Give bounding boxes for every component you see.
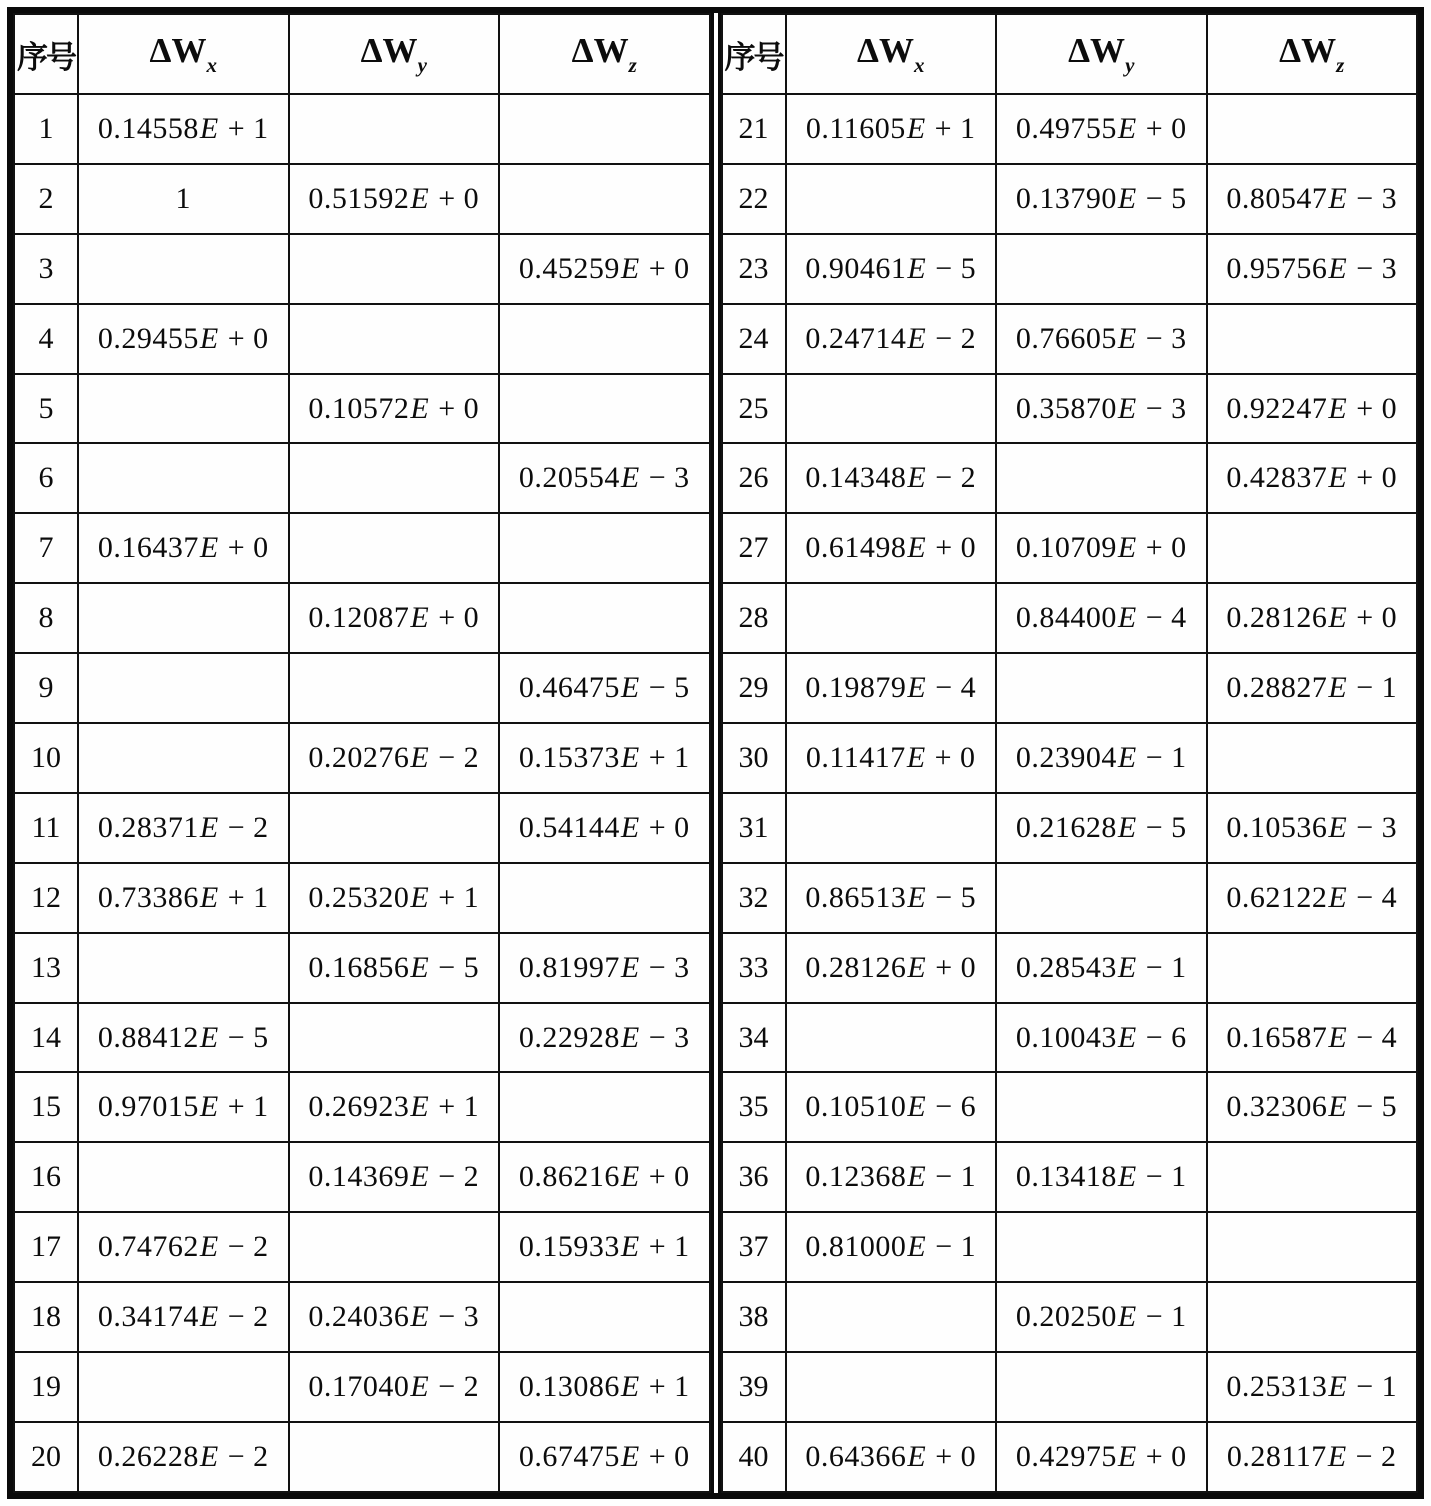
serial-number-cell: 21 (722, 94, 786, 164)
table-row (14, 234, 710, 304)
dwy-value-cell: 0.24036E − 3 (289, 1282, 500, 1352)
column-header-dwx: $\Delta W_x$ (786, 14, 997, 94)
dwz-value-cell: 0.15933E + 1 (499, 1212, 710, 1282)
dwx-value-cell: 0.34174E − 2 (78, 1282, 289, 1352)
dwx-value-cell: 0.28371E − 2 (78, 793, 289, 863)
dwy-value-cell: 0.14369E − 2 (289, 1142, 500, 1212)
serial-number-cell: 38 (722, 1282, 786, 1352)
dwz-value-cell: 0.13086E + 1 (499, 1352, 710, 1422)
table-row (722, 304, 1418, 374)
serial-number-cell: 24 (722, 304, 786, 374)
dwy-value-cell: 0.21628E − 5 (996, 793, 1207, 863)
table-row (14, 653, 710, 723)
serial-number-cell: 36 (722, 1142, 786, 1212)
serial-number-cell: 7 (14, 513, 78, 583)
dwx-value-cell: 0.61498E + 0 (786, 513, 997, 583)
dwy-value-cell (996, 234, 1207, 304)
dwy-value-cell: 0.12087E + 0 (289, 583, 500, 653)
table-row (14, 1003, 710, 1073)
dwx-value-cell: 1 (78, 164, 289, 234)
dwz-value-cell: 0.95756E − 3 (1207, 234, 1418, 304)
table-row (722, 443, 1418, 513)
table-row (14, 1142, 710, 1212)
dwz-value-cell: 0.92247E + 0 (1207, 374, 1418, 444)
serial-number-cell: 26 (722, 443, 786, 513)
serial-number-cell: 33 (722, 933, 786, 1003)
serial-number-cell: 13 (14, 933, 78, 1003)
table-row (14, 933, 710, 1003)
table-row (14, 793, 710, 863)
table-row (14, 443, 710, 513)
dwy-value-cell: 0.84400E − 4 (996, 583, 1207, 653)
dwy-value-cell (289, 1003, 500, 1073)
dwz-value-cell: 0.54144E + 0 (499, 793, 710, 863)
dwy-value-cell (289, 653, 500, 723)
dwz-value-cell (1207, 513, 1418, 583)
table-row (14, 863, 710, 933)
dwx-value-cell (78, 583, 289, 653)
dwx-value-cell: 0.14348E − 2 (786, 443, 997, 513)
serial-number-cell: 16 (14, 1142, 78, 1212)
dwx-value-cell (78, 933, 289, 1003)
dwy-value-cell: 0.16856E − 5 (289, 933, 500, 1003)
serial-number-cell: 20 (14, 1422, 78, 1492)
dwy-value-cell (996, 863, 1207, 933)
dwy-value-cell (996, 1212, 1207, 1282)
table-row (722, 164, 1418, 234)
dwy-value-cell: 0.76605E − 3 (996, 304, 1207, 374)
dwy-value-cell: 0.10043E − 6 (996, 1003, 1207, 1073)
serial-number-cell: 8 (14, 583, 78, 653)
dwy-value-cell (289, 1422, 500, 1492)
serial-number-cell: 31 (722, 793, 786, 863)
table-row (14, 1422, 710, 1492)
dwy-value-cell: 0.13790E − 5 (996, 164, 1207, 234)
dwz-value-cell (499, 513, 710, 583)
header-row (14, 14, 710, 94)
dwz-value-cell: 0.67475E + 0 (499, 1422, 710, 1492)
serial-number-cell: 19 (14, 1352, 78, 1422)
dwx-value-cell: 0.11605E + 1 (786, 94, 997, 164)
column-header-dwz: $\Delta W_z$ (499, 14, 710, 94)
dwz-value-cell (499, 1072, 710, 1142)
dwy-value-cell: 0.51592E + 0 (289, 164, 500, 234)
serial-number-cell: 29 (722, 653, 786, 723)
data-table-right (721, 13, 1419, 1493)
serial-number-cell: 40 (722, 1422, 786, 1492)
dwz-value-cell: 0.15373E + 1 (499, 723, 710, 793)
dwx-value-cell: 0.64366E + 0 (786, 1422, 997, 1492)
serial-number-cell: 34 (722, 1003, 786, 1073)
table-row (722, 1142, 1418, 1212)
serial-number-cell: 1 (14, 94, 78, 164)
dwx-value-cell: 0.97015E + 1 (78, 1072, 289, 1142)
dwz-value-cell (499, 164, 710, 234)
table-row (14, 94, 710, 164)
column-header-dwx: $\Delta W_x$ (78, 14, 289, 94)
table-row (722, 94, 1418, 164)
table-row (14, 164, 710, 234)
serial-number-cell: 10 (14, 723, 78, 793)
dwy-value-cell: 0.10709E + 0 (996, 513, 1207, 583)
dwx-value-cell (78, 723, 289, 793)
table-row (14, 1352, 710, 1422)
dwx-value-cell (786, 1282, 997, 1352)
serial-number-cell: 4 (14, 304, 78, 374)
dwz-value-cell: 0.28126E + 0 (1207, 583, 1418, 653)
dwx-value-cell: 0.12368E − 1 (786, 1142, 997, 1212)
serial-number-cell: 14 (14, 1003, 78, 1073)
dwx-value-cell (78, 653, 289, 723)
serial-number-cell: 32 (722, 863, 786, 933)
dwy-value-cell: 0.20250E − 1 (996, 1282, 1207, 1352)
dwz-value-cell: 0.81997E − 3 (499, 933, 710, 1003)
dwz-value-cell: 0.28827E − 1 (1207, 653, 1418, 723)
dwy-value-cell (289, 793, 500, 863)
dwz-value-cell: 0.10536E − 3 (1207, 793, 1418, 863)
table-row (722, 723, 1418, 793)
table-row (722, 513, 1418, 583)
serial-number-cell: 2 (14, 164, 78, 234)
column-header-dwy: $\Delta W_y$ (996, 14, 1207, 94)
dwz-value-cell (1207, 1212, 1418, 1282)
serial-number-cell: 30 (722, 723, 786, 793)
dwx-value-cell: 0.16437E + 0 (78, 513, 289, 583)
dwy-value-cell (289, 234, 500, 304)
dwy-value-cell: 0.25320E + 1 (289, 863, 500, 933)
dwx-value-cell (78, 1352, 289, 1422)
table-row (722, 653, 1418, 723)
dwz-value-cell: 0.28117E − 2 (1207, 1422, 1418, 1492)
table-row (722, 583, 1418, 653)
serial-column-header: 序号 (14, 14, 78, 94)
serial-number-cell: 28 (722, 583, 786, 653)
serial-number-cell: 5 (14, 374, 78, 444)
dwz-value-cell (499, 374, 710, 444)
serial-number-cell: 23 (722, 234, 786, 304)
dwz-value-cell (1207, 933, 1418, 1003)
table-outer-frame (7, 7, 1424, 1499)
dwy-value-cell: 0.28543E − 1 (996, 933, 1207, 1003)
dwz-value-cell: 0.16587E − 4 (1207, 1003, 1418, 1073)
table-row (722, 1422, 1418, 1492)
dwz-value-cell: 0.22928E − 3 (499, 1003, 710, 1073)
dwx-value-cell: 0.26228E − 2 (78, 1422, 289, 1492)
dwx-value-cell: 0.81000E − 1 (786, 1212, 997, 1282)
dwx-value-cell (786, 1352, 997, 1422)
serial-number-cell: 25 (722, 374, 786, 444)
dwx-value-cell (786, 583, 997, 653)
dwx-value-cell: 0.29455E + 0 (78, 304, 289, 374)
dwy-value-cell: 0.13418E − 1 (996, 1142, 1207, 1212)
dwx-value-cell: 0.28126E + 0 (786, 933, 997, 1003)
dwy-value-cell (996, 443, 1207, 513)
dwy-value-cell (289, 94, 500, 164)
serial-number-cell: 27 (722, 513, 786, 583)
table-row (14, 1212, 710, 1282)
dwz-value-cell: 0.42837E + 0 (1207, 443, 1418, 513)
dwx-value-cell: 0.86513E − 5 (786, 863, 997, 933)
serial-number-cell: 17 (14, 1212, 78, 1282)
table-row (722, 1003, 1418, 1073)
dwy-value-cell (996, 653, 1207, 723)
serial-number-cell: 3 (14, 234, 78, 304)
table-half-left (13, 13, 714, 1493)
dwy-value-cell: 0.10572E + 0 (289, 374, 500, 444)
dwy-value-cell (289, 1212, 500, 1282)
table-row (722, 793, 1418, 863)
dwx-value-cell: 0.88412E − 5 (78, 1003, 289, 1073)
dwy-value-cell: 0.23904E − 1 (996, 723, 1207, 793)
table-row (14, 374, 710, 444)
table-row (14, 723, 710, 793)
dwy-value-cell (289, 304, 500, 374)
dwy-value-cell: 0.20276E − 2 (289, 723, 500, 793)
header-row (722, 14, 1418, 94)
dwz-value-cell: 0.25313E − 1 (1207, 1352, 1418, 1422)
dwx-value-cell: 0.19879E − 4 (786, 653, 997, 723)
dwz-value-cell (499, 1282, 710, 1352)
dwy-value-cell: 0.49755E + 0 (996, 94, 1207, 164)
table-row (722, 1352, 1418, 1422)
dwy-value-cell: 0.42975E + 0 (996, 1422, 1207, 1492)
dwz-value-cell: 0.32306E − 5 (1207, 1072, 1418, 1142)
table-row (722, 863, 1418, 933)
dwz-value-cell (499, 863, 710, 933)
serial-column-header: 序号 (722, 14, 786, 94)
dwx-value-cell: 0.14558E + 1 (78, 94, 289, 164)
dwx-value-cell (786, 793, 997, 863)
dwx-value-cell (78, 1142, 289, 1212)
dwz-value-cell (1207, 304, 1418, 374)
dwz-value-cell: 0.80547E − 3 (1207, 164, 1418, 234)
table-row (722, 1282, 1418, 1352)
dwx-value-cell (786, 164, 997, 234)
dwz-value-cell (499, 304, 710, 374)
dwx-value-cell: 0.11417E + 0 (786, 723, 997, 793)
data-table-left (13, 13, 711, 1493)
dwz-value-cell: 0.46475E − 5 (499, 653, 710, 723)
dwy-value-cell (996, 1072, 1207, 1142)
dwx-value-cell: 0.73386E + 1 (78, 863, 289, 933)
serial-number-cell: 18 (14, 1282, 78, 1352)
dwz-value-cell: 0.45259E + 0 (499, 234, 710, 304)
dwx-value-cell (78, 234, 289, 304)
dwx-value-cell: 0.24714E − 2 (786, 304, 997, 374)
dwz-value-cell (1207, 94, 1418, 164)
serial-number-cell: 22 (722, 164, 786, 234)
serial-number-cell: 15 (14, 1072, 78, 1142)
table-row (14, 1282, 710, 1352)
dwz-value-cell: 0.20554E − 3 (499, 443, 710, 513)
dwy-value-cell (289, 443, 500, 513)
dwx-value-cell (786, 374, 997, 444)
serial-number-cell: 39 (722, 1352, 786, 1422)
table-row (14, 1072, 710, 1142)
serial-number-cell: 35 (722, 1072, 786, 1142)
dwx-value-cell: 0.90461E − 5 (786, 234, 997, 304)
dwz-value-cell (499, 94, 710, 164)
table-row (14, 304, 710, 374)
column-header-dwy: $\Delta W_y$ (289, 14, 500, 94)
table-row (722, 933, 1418, 1003)
dwx-value-cell: 0.10510E − 6 (786, 1072, 997, 1142)
table-row (722, 374, 1418, 444)
dwx-value-cell (78, 374, 289, 444)
dwx-value-cell (786, 1003, 997, 1073)
table-half-right (718, 13, 1419, 1493)
dwx-value-cell (78, 443, 289, 513)
serial-number-cell: 9 (14, 653, 78, 723)
dwy-value-cell: 0.26923E + 1 (289, 1072, 500, 1142)
dwy-value-cell: 0.35870E − 3 (996, 374, 1207, 444)
table-row (722, 234, 1418, 304)
table-row (722, 1072, 1418, 1142)
column-header-dwz: $\Delta W_z$ (1207, 14, 1418, 94)
table-row (14, 583, 710, 653)
dwy-value-cell: 0.17040E − 2 (289, 1352, 500, 1422)
serial-number-cell: 37 (722, 1212, 786, 1282)
table-row (14, 513, 710, 583)
dwz-value-cell (499, 583, 710, 653)
dwz-value-cell: 0.86216E + 0 (499, 1142, 710, 1212)
serial-number-cell: 6 (14, 443, 78, 513)
serial-number-cell: 12 (14, 863, 78, 933)
table-row (722, 1212, 1418, 1282)
serial-number-cell: 11 (14, 793, 78, 863)
dwz-value-cell (1207, 723, 1418, 793)
dwy-value-cell (289, 513, 500, 583)
dwz-value-cell: 0.62122E − 4 (1207, 863, 1418, 933)
dwz-value-cell (1207, 1282, 1418, 1352)
dwx-value-cell: 0.74762E − 2 (78, 1212, 289, 1282)
dwy-value-cell (996, 1352, 1207, 1422)
dwz-value-cell (1207, 1142, 1418, 1212)
